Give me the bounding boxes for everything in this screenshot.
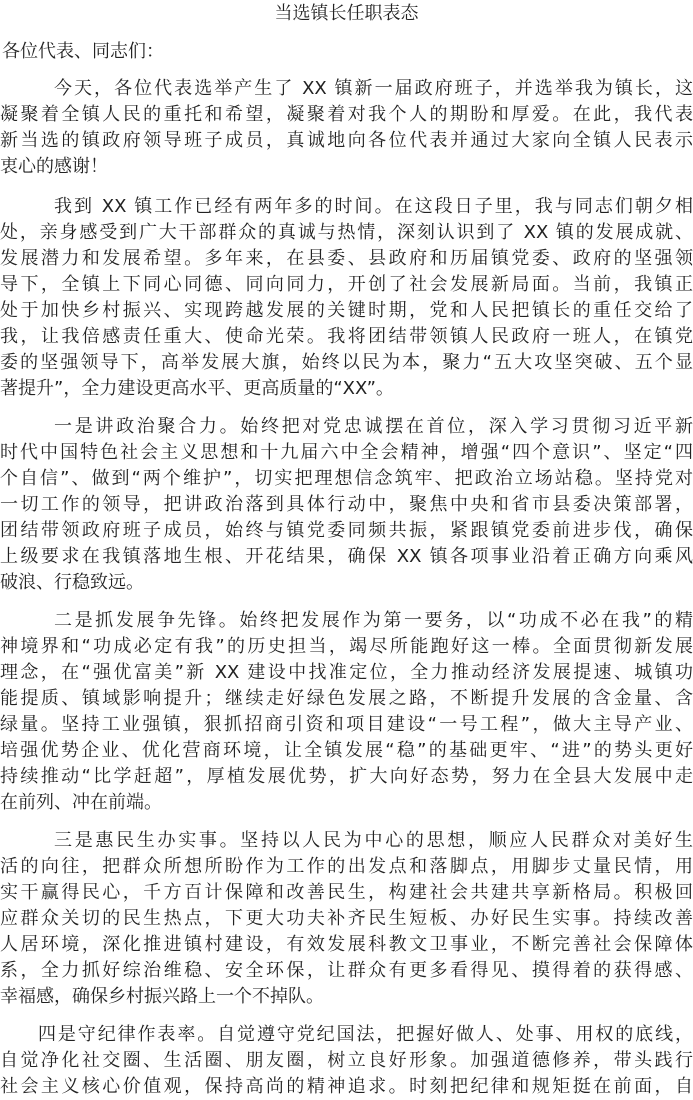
paragraph-line: 今天，各位代表选举产生了 XX 镇新一届政府班子，并选举我为镇长，这 [54,78,693,99]
paragraph-line: 实干赢得民心，千方百计保障和改善民生，构建社会共建共享新格局。积极回 [0,882,693,903]
paragraph-line: 幸福感，确保乡村振兴路上一个不掉队。 [0,986,324,1007]
salutation: 各位代表、同志们： [2,41,164,62]
paragraph-line: 四是守纪律作表率。自觉遵守党纪国法，把握好做人、处事、用权的底线， [38,1024,693,1045]
paragraph-line: 在前列、冲在前端。 [0,792,162,813]
paragraph-line: 处于加快乡村振兴、实现跨越发展的关键时期，党和人民把镇长的重任交给了 [0,300,693,321]
paragraph-line: 凝聚着全镇人民的重托和希望，凝聚着对我个人的期盼和厚爱。在此，我代表 [0,104,693,125]
paragraph-line: 我，让我倍感责任重大、使命光荣。我将团结带领镇人民政府一班人，在镇党 [0,326,693,347]
paragraph-line: 培强优势企业、优化营商环境，让全镇发展“稳”的基础更牢、“进”的势头更好 [0,740,693,761]
paragraph-line: 个自信”、做到“两个维护”，切实把理想信念筑牢、把政治立场站稳。坚持党对 [0,468,693,489]
paragraph-line: 活的向往，把群众所想所盼作为工作的出发点和落脚点，用脚步丈量民情，用 [0,856,693,877]
paragraph-line: 一切工作的领导，把讲政治落到具体行动中，聚焦中央和省市县委决策部署， [0,494,693,515]
paragraph-line: 衷心的感谢！ [0,156,108,177]
paragraph-line: 团结带领政府班子成员，始终与镇党委同频共振，紧跟镇党委前进步伐，确保 [0,520,693,541]
document-title: 当选镇长任职表态 [274,3,419,24]
paragraph-line: 著提升”，全力建设更高水平、更高质量的“XX”。 [0,378,394,399]
paragraph-line: 上级要求在我镇落地生根、开花结果，确保 XX 镇各项事业沿着正确方向乘风 [0,546,693,567]
paragraph-line: 人居环境，深化推进镇村建设，有效发展科教文卫事业，不断完善社会保障体 [0,934,693,955]
paragraph-line: 新当选的镇政府领导班子成员，真诚地向各位代表并通过大家向全镇人民表示 [0,130,693,151]
paragraph-line: 应群众关切的民生热点，下更大功夫补齐民生短板、办好民生实事。持续改善 [0,908,693,929]
paragraph-5 [0,828,693,1010]
paragraph-line: 神境界和“功成必定有我”的历史担当，竭尽所能跑好这一棒。全面贯彻新发展 [0,636,693,657]
paragraph-line: 破浪、行稳致远。 [0,572,144,593]
paragraph-6 [0,1022,693,1100]
paragraph-1 [0,76,693,180]
paragraph-line: 发展潜力和发展希望。多年来，在县委、县政府和历届镇党委、政府的坚强领 [0,248,693,269]
paragraph-line: 自觉净化社交圈、生活圈、朋友圈，树立良好形象。加强道德修养，带头践行 [0,1050,693,1071]
paragraph-line: 一是讲政治聚合力。始终把对党忠诚摆在首位，深入学习贯彻习近平新 [54,416,693,437]
paragraph-line: 绿量。坚持工业强镇，狠抓招商引资和项目建设“一号工程”，做大主导产业、 [0,714,693,735]
paragraph-line: 能提质、镇域影响提升；继续走好绿色发展之路，不断提升发展的含金量、含 [0,688,693,709]
paragraph-line: 时代中国特色社会主义思想和十九届六中全会精神，增强“四个意识”、坚定“四 [0,442,693,463]
paragraph-2 [0,194,693,402]
paragraph-line: 处，亲身感受到广大干部群众的真诚与热情，深刻认识到了 XX 镇的发展成就、 [0,222,693,243]
paragraph-line: 导下，全镇上下同心同德、同向同力，开创了社会发展新局面。当前，我镇正 [0,274,693,295]
paragraph-line: 二是抓发展争先锋。始终把发展作为第一要务，以“功成不必在我”的精 [54,610,693,631]
paragraph-line: 委的坚强领导下，高举发展大旗，始终以民为本，聚力“五大攻坚突破、五个显 [0,352,693,373]
paragraph-line: 系，全力抓好综治维稳、安全环保，让群众有更多看得见、摸得着的获得感、 [0,960,693,981]
paragraph-4 [0,608,693,816]
paragraph-line: 持续推动“比学赶超”，厚植发展优势，扩大向好态势，努力在全县大发展中走 [0,766,693,787]
paragraph-line: 理念，在“强优富美”新 XX 建设中找准定位，全力推动经济发展提速、城镇功 [0,662,693,683]
paragraph-3 [0,414,693,596]
paragraph-line: 三是惠民生办实事。坚持以人民为中心的思想，顺应人民群众对美好生 [54,830,693,851]
paragraph-line: 我到 XX 镇工作已经有两年多的时间。在这段日子里，我与同志们朝夕相 [54,196,693,217]
paragraph-line: 社会主义核心价值观，保持高尚的精神追求。时刻把纪律和规矩挺在前面，自 [0,1076,693,1097]
